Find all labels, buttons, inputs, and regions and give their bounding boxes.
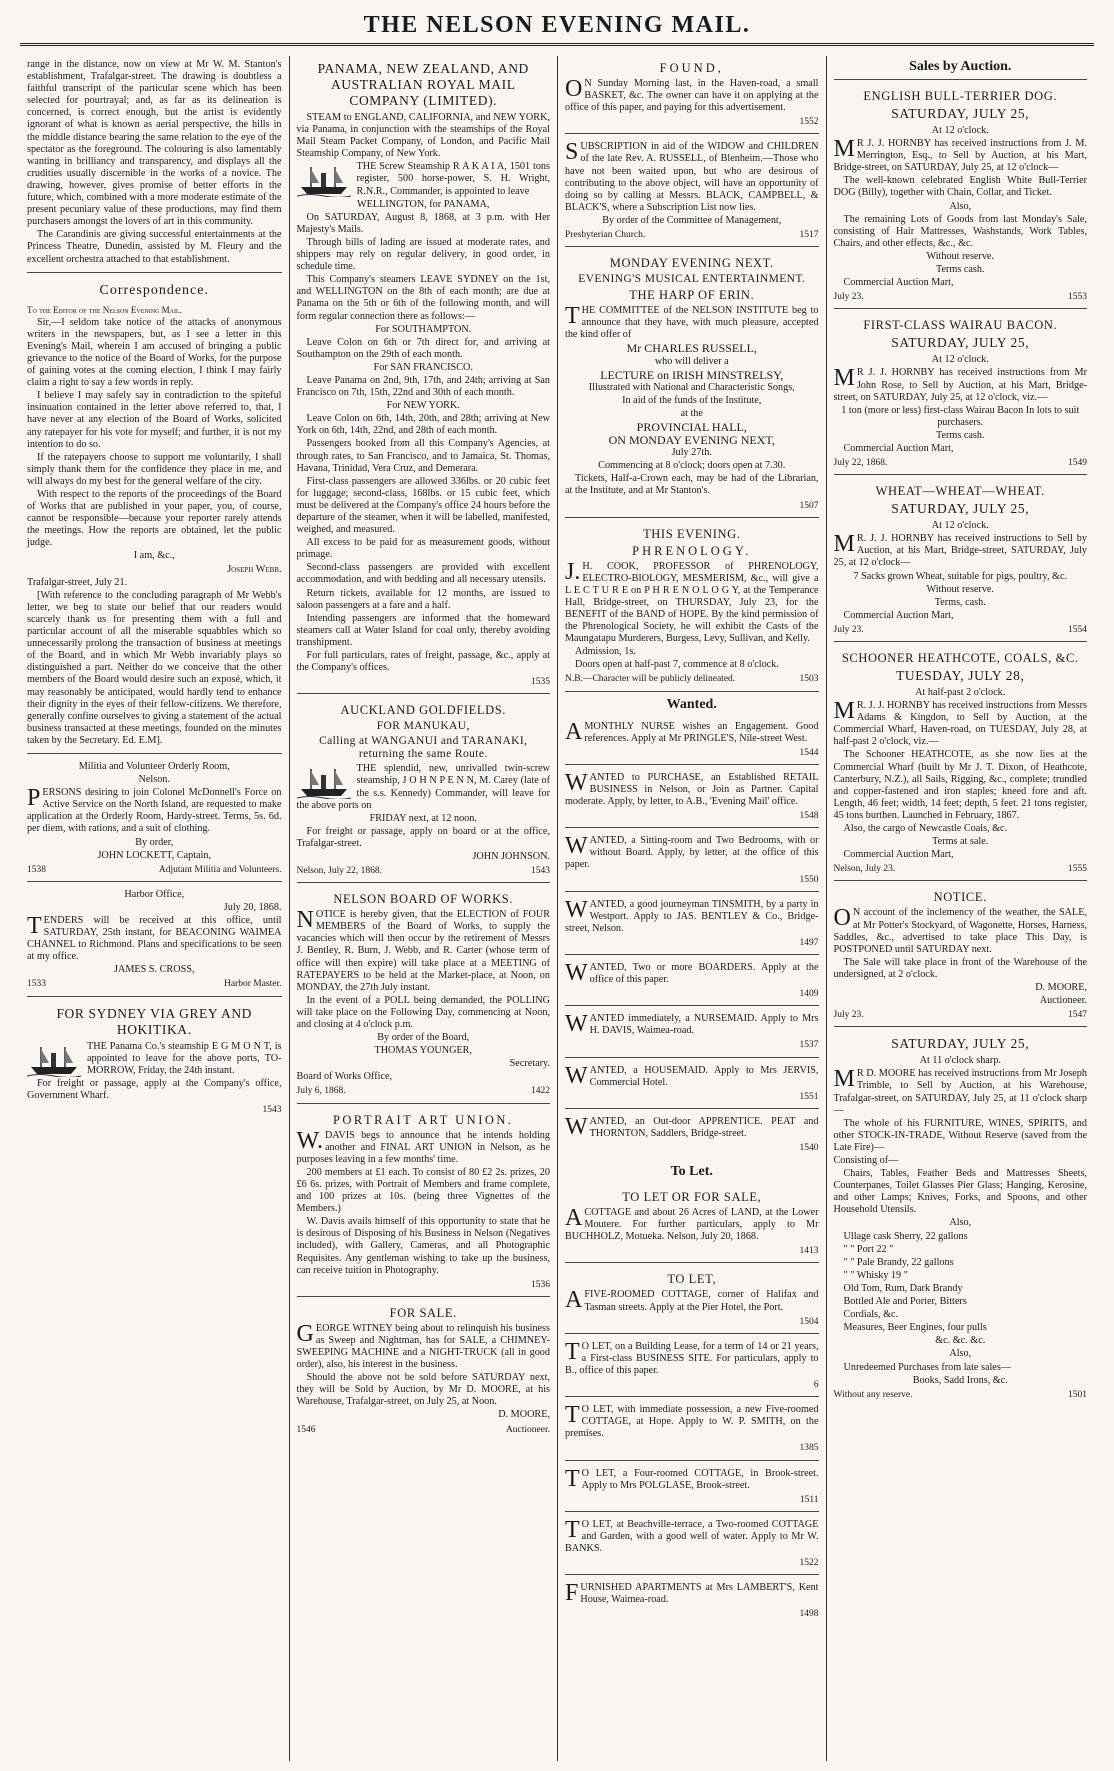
- moore-line: Bottled Ale and Porter, Bitters: [843, 1296, 967, 1308]
- to-let-ad: [565, 1267, 819, 1333]
- schooner-date: TUESDAY, JULY 28,: [896, 668, 1025, 683]
- schooner-mdate: Nelson, July 23.: [833, 864, 896, 875]
- moore-line: Old Tom, Rum, Dark Brandy: [843, 1282, 963, 1294]
- schooner-terms: Terms at sale.: [932, 836, 989, 848]
- panama-route-ny: For NEW YORK.: [386, 400, 460, 412]
- bull-date: SATURDAY, JULY 25,: [891, 106, 1030, 121]
- ad-footer: [297, 1424, 551, 1436]
- wanted-item: [565, 769, 819, 828]
- panama-intro: STEAM to ENGLAND, CALIFORNIA, and NEW YORK, via Panama, in conjunction with the steamships of the Royal Mail Steam Packet Company, of London, and Pacific Mail Steamship Company, of New York.: [296, 112, 550, 160]
- monday-aid: In aid of the funds of the Institute,: [622, 394, 762, 406]
- sydney-body: THE Panama Co.'s steamship E G M O N T, is appointed to leave for the above ports, TO-MORROW, Friday, the 24th instant.: [87, 1040, 282, 1076]
- bacon-title: FIRST-CLASS WAIRAU BACON.: [863, 318, 1058, 333]
- to-let-title: To Let.: [670, 1164, 713, 1180]
- to-let-text: TO LET, a Four-roomed COTTAGE, in Brook-street. Apply to Mrs POLGLASE, Brook-street.: [565, 1465, 819, 1492]
- wanted-text: WANTED, a HOUSEMAID. Apply to Mrs JERVIS, Commercial Hotel.: [565, 1062, 819, 1089]
- ad-number: 1536: [531, 1279, 550, 1290]
- ad-number: 1553: [1068, 292, 1087, 303]
- harbor-notice: [27, 886, 282, 997]
- ad-footer: [565, 1245, 819, 1257]
- phrenology-sub: PHRENOLOGY.: [632, 543, 752, 558]
- schooner-mart: Commercial Auction Mart,: [843, 849, 954, 861]
- ad-number: 1413: [799, 1246, 819, 1257]
- panama-p6: Second-class passengers are provided with excellent accommodation, and with bedding and all necessary utensils.: [296, 562, 550, 586]
- to-let-ad-body: AFIVE-ROOMED COTTAGE, corner of Halifax and Tasman streets. Apply at the Pier Hotel, the Port.: [565, 1287, 819, 1314]
- art-union-title: PORTRAIT ART UNION.: [332, 1112, 514, 1127]
- auckland-place: Nelson, July 22, 1868.: [296, 866, 382, 877]
- ad-footer: [565, 500, 819, 512]
- wheat-date: SATURDAY, JULY 25,: [891, 501, 1030, 517]
- wanted-list: [565, 718, 819, 1160]
- wanted-item: [565, 1062, 819, 1109]
- harbor-body: TENDERS will be received at this office, until SATURDAY, 25th instant, for BEACONING WAIMEA CHANNEL to Richmond. Plans and specifications to be seen at my office.: [27, 913, 282, 963]
- ad-footer: [565, 988, 819, 1000]
- board-body: NOTICE is hereby given, that the ELECTION of FOUR MEMBERS of the Board of Works, to supply the vacancies which will then occur by the retirement of Messrs J. Bentley, R. Burn, J. Webb, and R. Carter (whose term of office will then expire) will take place at a MEETING of RATEPAYERS to be held at the Market-place, at Noon, on MONDAY, the 27th July instant.: [296, 907, 550, 993]
- ad-number: 1543: [531, 866, 550, 877]
- phrenology-ad: [565, 522, 819, 692]
- panama-date: On SATURDAY, August 8, 1868, at 3 p.m. with Her Majesty's Mails.: [296, 211, 550, 235]
- ad-number: 1555: [1068, 864, 1087, 875]
- column-1: [20, 56, 289, 1761]
- ad-footer: [565, 1039, 819, 1051]
- column-4: [826, 56, 1095, 1761]
- for-sale-title: FOR SALE.: [389, 1305, 457, 1320]
- ad-footer: [565, 747, 819, 759]
- ad-number: 1551: [799, 1091, 819, 1102]
- bull-terrier-auction: [834, 84, 1088, 309]
- art-union-body2: 200 members at £1 each. To consist of 80 £2 2s. prizes, 20 £6 6s. prizes, with Portrait of Members and frame complete, and 100 prizes at 10s. (being three Vignettes of the Members.): [296, 1166, 550, 1215]
- board-of-works-ad: [297, 887, 551, 1103]
- ad-footer: [297, 676, 551, 688]
- monday-when: ON MONDAY EVENING NEXT,: [608, 433, 775, 448]
- auckland-body2: For freight or passage, apply on board or at the office, Trafalgar-street.: [296, 825, 550, 849]
- letter-place: Trafalgar-street, July 21.: [27, 576, 128, 588]
- ad-number: 6: [813, 1380, 819, 1391]
- phrenology-body: J.H. COOK, PROFESSOR of PHRENOLOGY, ELECTRO-BIOLOGY, MESMERISM, &c., will give a L E C T U R E on P H R E N O L O G Y, at the Temperance Hall, Bridge-street, on THURSDAY, July 23, for the BENEFIT of the BAND of HOPE. By the kind permission of the Phrenological Society, he will exhibit the Casts of the Maungatapu Murderers, Burgess, Levy, Sullivan, and Kelly.: [565, 558, 819, 645]
- panama-p9: For full particulars, rates of freight, passage, &c., apply at the Company's offices.: [296, 650, 550, 674]
- panama-route-southampton: For SOUTHAMPTON.: [375, 323, 472, 335]
- moore-reserve: Without any reserve.: [833, 1389, 913, 1400]
- harbor-date: July 20, 1868.: [223, 901, 282, 913]
- wheat-title: WHEAT—WHEAT—WHEAT.: [875, 484, 1045, 499]
- moore-line: " " Port 22 ": [843, 1243, 894, 1255]
- bull-mart: Commercial Auction Mart,: [843, 277, 954, 289]
- moore-line: Cordials, &c.: [843, 1309, 899, 1321]
- bacon-auction: [834, 313, 1088, 475]
- panama-p3: Passengers booked from all this Company's Agencies, at through rates, to San Francisco, and to Jamaica, St. Thomas, Havana, Trinidad, Vera Cruz, and Demerara.: [296, 438, 550, 474]
- ad-number: 1507: [799, 500, 819, 511]
- subscription-body: SUBSCRIPTION in aid of the WIDOW and CHILDREN of the late Rev. A. RUSSELL, of Blenheim.—Those who have not been waited upon, but who are desirous of contributing to the above object, will have an opportunity of doing so by calling at Messrs. BLACK, CAMPBELL, & BLACK'S, where a Subscription List now lies.: [565, 139, 819, 213]
- moore-list: Chairs, Tables, Feather Beds and Mattresses Sheets, Counterpanes, Toilet Glasses Pier Glass; Hanging, Kerosine, and other Lamps; Knives, Forks, and Spoons, and other Household Utensils.: [833, 1168, 1087, 1216]
- panama-p5: All excess to be paid for as measurement goods, without primage.: [296, 537, 550, 561]
- monday-hall: PROVINCIAL HALL,: [636, 419, 747, 434]
- panama-ship: THE Screw Steamship R A K A I A, 1501 tons register, 500 horse-power, S. H. Wright, R.N.R., Commander, is appointed to leave: [356, 161, 550, 197]
- ad-footer: [834, 457, 1088, 469]
- letter-paragraph: I believe I may safely say in contradiction to the spiteful insinuation contained in the letter above referred to, that, I have never at any election of the Board of Works, solicited any ratepayer for his vote for myself; and further, it is not my intention to do so.: [27, 390, 282, 450]
- board-sig-title: Secretary.: [509, 1058, 550, 1070]
- steamship-icon: [297, 765, 351, 799]
- moore-line: Unredeemed Purchases from late sales—: [843, 1361, 1011, 1373]
- ad-footer: [565, 116, 819, 128]
- wheat-terms: Terms, cash.: [934, 596, 986, 608]
- ad-footer: [565, 1316, 819, 1328]
- moore-line: Ullage cask Sherry, 22 gallons: [843, 1230, 968, 1242]
- bacon-body: MR J. J. HORNBY has received instructions from Mr John Rose, to Sell by Auction, at his Mart, Bridge-street, on SATURDAY, July 25, at 12 o'clock, viz.—: [833, 365, 1087, 403]
- wanted-item: [565, 959, 819, 1006]
- wanted-item: [565, 1010, 819, 1057]
- letter-close: I am, &c.,: [133, 550, 175, 562]
- to-let-item: [565, 1465, 819, 1512]
- ad-number: 1544: [799, 747, 819, 758]
- monday-sub2: THE HARP OF ERIN.: [629, 288, 755, 303]
- ad-number: 1498: [799, 1609, 819, 1620]
- ad-footer: [834, 1009, 1088, 1021]
- panama-route-sf: For SAN FRANCISCO.: [373, 361, 473, 373]
- militia-sig-title: Adjutant Militia and Volunteers.: [158, 864, 282, 875]
- schooner-time: At half-past 2 o'clock.: [915, 687, 1006, 698]
- ad-footer: [297, 865, 551, 877]
- wanted-item: [565, 718, 819, 765]
- ad-number: 1497: [799, 937, 819, 948]
- monday-will: who will deliver a: [654, 355, 729, 367]
- bacon-date: SATURDAY, JULY 25,: [891, 335, 1030, 351]
- panama-route-ny-body: Leave Colon on 6th, 14th, 20th, and 28th; arriving at New York on 6th, 14th, 22nd, and 28th of each month.: [296, 413, 550, 437]
- ad-number: 1548: [799, 811, 819, 822]
- moore-also2: Also,: [949, 1348, 972, 1360]
- found-ad: [565, 56, 819, 134]
- art-union-body3: W. Davis avails himself of this opportunity to state that he is desirous of Disposing of his Business in Nelson (Negatives included), with Gallery, Cameras, and all Photographic Requisites. Any gentleman wishing to take up the business, can receive tuition in Photography.: [296, 1216, 550, 1276]
- wanted-text: WANTED to PURCHASE, an Established RETAIL BUSINESS in Nelson, or Join as Partner. Capital moderate. Apply, by letter, to A.B., 'Evening Mail' office.: [565, 769, 819, 808]
- bacon-mdate: July 22, 1868.: [833, 458, 888, 469]
- board-place: Board of Works Office,: [296, 1071, 393, 1083]
- ad-number: 1538: [27, 864, 46, 875]
- furniture-auction: [834, 1031, 1088, 1406]
- moore-item: The whole of his FURNITURE, WINES, SPIRITS, and other STOCK-IN-TRADE, Without Reserve (saved from the Late Fire)—: [833, 1117, 1087, 1153]
- schooner-also: Also, the cargo of Newcastle Coals, &c.: [843, 823, 1008, 835]
- bull-mdate: July 23.: [833, 292, 864, 303]
- ad-footer: [565, 1494, 819, 1506]
- subscription-ad: [565, 138, 819, 247]
- found-title: FOUND,: [659, 61, 724, 75]
- to-let-text: TO LET, on a Building Lease, for a term of 14 or 21 years, a First-class BUSINESS SITE. For particulars, apply to B., office of this paper.: [565, 1338, 819, 1376]
- monday-sub1: EVENING'S MUSICAL ENTERTAINMENT.: [578, 273, 806, 286]
- bull-item: The well-known celebrated English White Bull-Terrier DOG (Billy), together with Chain, Collar, and Ticket.: [833, 175, 1087, 199]
- panama-ad: [297, 56, 551, 694]
- bacon-time: At 12 o'clock.: [931, 354, 989, 366]
- moore-date: SATURDAY, JULY 25,: [891, 1036, 1030, 1052]
- to-let-sale-title: TO LET OR FOR SALE,: [622, 1190, 762, 1205]
- moore-time: At 11 o'clock sharp.: [919, 1055, 1001, 1067]
- subscription-org: Presbyterian Church.: [565, 230, 646, 241]
- moore-line: Books, Sadd Irons, &c.: [912, 1374, 1008, 1386]
- ad-number: 1409: [799, 989, 819, 1000]
- ad-number: 1549: [1068, 458, 1087, 469]
- ad-number: 1554: [1068, 624, 1087, 635]
- masthead-rule: [20, 43, 1094, 46]
- bull-body: MR J. J. HORNBY has received instructions from J. M. Merrington, Esq., to Sell by Auction, at his Mart, Bridge-street, on SATURDAY, July 25, at 12 o'clock—: [833, 136, 1087, 174]
- militia-by: By order,: [135, 836, 174, 848]
- monday-illus: Illustrated with National and Characteristic Songs,: [588, 381, 795, 393]
- militia-head-place: Nelson.: [138, 774, 170, 786]
- column-3: [557, 56, 826, 1761]
- ad-number: 1503: [799, 674, 819, 685]
- panama-p4: First-class passengers are allowed 336lbs. or 20 cubic feet for luggage; second-class, 168lbs. or 15 cubic feet, which must be delivered at the Company's office 24 hours before the departure of the steamer, when it will be labelled, manifested, weighed, and measured.: [296, 475, 550, 536]
- review-paragraph: range in the distance, now on view at Mr W. M. Stanton's establishment, Trafalgar-street. The drawing is doubtless a faithful transcript of the particular scene which has been selected for pourtrayal; and, as far as its delineation is concerned, is correct enough, but the artist is evidently ignorant of what is known as aerial perspective, the hills in the middle distance bearing the same relation to the eye of the spectator as the foreground. The colouring is also lamentably wanting in brilliancy and transparency, and displays all the crudities usually discernible in the works of a novice. The drawing, however, gives promise of better efforts in the future, which, combined with a more moderate estimate of the present pecuniary value of these productions, may find them purchasers amongst the lovers of art in this community.: [27, 59, 282, 228]
- monday-tickets: Tickets, Half-a-Crown each, may be had of the Librarian, at the Institute, and at Mr Stanton's.: [565, 473, 819, 497]
- wanted-item: [565, 1113, 819, 1159]
- monday-lecture: LECTURE on IRISH MINSTRELSY,: [600, 367, 784, 382]
- monday-date: July 27th.: [671, 447, 712, 459]
- correspondence: [27, 277, 282, 754]
- letter-paragraph: Sir,—I seldom take notice of the attacks of anonymous writers in the newspapers, but, as I see a letter in this Evening's Mail, wherein I am accused of bringing a public grievance to the notice of the Board of Works, for the purpose of gaining votes at the coming election, I think I may fairly claim a right to say a few words in reply.: [27, 316, 282, 389]
- wanted-text: WANTED immediately, a NURSEMAID. Apply to Mrs H. DAVIS, Waimea-road.: [565, 1011, 819, 1038]
- subscription-by: By order of the Committee of Management,: [602, 214, 782, 226]
- auckland-title: AUCKLAND GOLDFIELDS.: [340, 703, 506, 718]
- review-paragraph: The Carandinis are giving successful entertainments at the Princess Theatre, Dunedin, assisted by M. Fleury and the excellent orchestra attached to that establishment.: [27, 229, 282, 265]
- to-let-item: [565, 1579, 819, 1625]
- notice-body2: The Sale will take place in front of the Warehouse of the undersigned, at 2 o'clock.: [833, 956, 1087, 980]
- art-union-body: W.DAVIS begs to announce that he intends holding another and FINAL ART UNION in Nelson, as he purposes leaving in a few months' time.: [296, 1127, 550, 1165]
- sydney-ad: [27, 1001, 282, 1122]
- wheat-item: 7 Sacks grown Wheat, suitable for pigs, poultry, &c.: [853, 570, 1068, 582]
- to-let-text: FURNISHED APARTMENTS at Mrs LAMBERT'S, Kent House, Waimea-road.: [565, 1580, 819, 1607]
- militia-head: Militia and Volunteer Orderly Room,: [78, 760, 230, 772]
- panama-p1: Through bills of lading are issued at moderate rates, and shippers may rely on regular delivery, in good order, in schedule time.: [296, 236, 550, 273]
- board-by: By order of the Board,: [377, 1032, 470, 1044]
- bull-item2: The remaining Lots of Goods from last Monday's Sale, consisting of Hair Mattresses, Washstands, Work Tables, Chairs, and other effects, &c., &c.: [833, 213, 1087, 249]
- auckland-sub1: FOR MANUKAU,: [376, 720, 470, 733]
- ad-footer: [565, 937, 819, 949]
- letter-paragraph: If the ratepayers choose to support me voluntarily, I shall simply thank them for the confidence they place in me, and will always do my best for the general welfare of the city.: [27, 451, 282, 487]
- notice-sig-title: Auctioneer.: [1039, 995, 1087, 1007]
- ad-number: 1522: [799, 1558, 819, 1569]
- newspaper-title: THE NELSON EVENING MAIL.: [363, 12, 751, 38]
- ad-number: 1543: [262, 1105, 282, 1116]
- ad-footer: [834, 1389, 1088, 1401]
- schooner-auction: [834, 646, 1088, 881]
- bull-reserve: Without reserve.: [926, 250, 994, 262]
- militia-body: PERSONS desiring to join Colonel McDonnell's Force on Active Service on the North Island, are requested to make application at the Orderly Room, Hardy-street. Terms, 5s. 6d. per diem, with rations, and a suit of clothing.: [27, 785, 282, 835]
- board-body2: In the event of a POLL being demanded, the POLLING will take place on the Following Day, commencing at Noon, and closing at 4 o'clock p.m.: [296, 994, 550, 1030]
- ad-number: 1547: [1068, 1010, 1087, 1021]
- monday-title: MONDAY EVENING NEXT.: [609, 256, 774, 271]
- monday-name: Mr CHARLES RUSSELL,: [626, 341, 757, 356]
- masthead: [20, 10, 1094, 46]
- ad-number: 1537: [799, 1040, 819, 1051]
- for-sale-sig: D. MOORE,: [498, 1409, 550, 1421]
- steamship-icon: [27, 1043, 81, 1077]
- ad-number: 1535: [531, 677, 550, 688]
- harbor-head: Harbor Office,: [124, 888, 185, 900]
- wheat-reserve: Without reserve.: [926, 583, 994, 595]
- panama-p8: Intending passengers are informed that the homeward steamers call at Water Island for coal only, thereby avoiding transhipment.: [296, 612, 550, 648]
- militia-sig: JOHN LOCKETT, Captain,: [97, 849, 212, 861]
- to-let-text: TO LET, with immediate possession, a new Five-roomed COTTAGE, at Hope. Apply to W. P. SMITH, on the premises.: [565, 1402, 819, 1440]
- militia-notice: [27, 758, 282, 882]
- found-body: ON Sunday Morning last, in the Haven-road, a small BASKET, &c. The owner can have it on applying at the office of this paper, and paying for this advertisement.: [565, 76, 819, 114]
- ad-footer: [27, 1104, 282, 1116]
- wheat-body: MR. J. J. HORNBY has received instructions to Sell by Auction, at his Mart, Bridge-street, SATURDAY, July 25, at 12 o'clock—: [833, 531, 1087, 569]
- ad-footer: [834, 624, 1088, 636]
- board-sig: THOMAS YOUNGER,: [374, 1045, 473, 1057]
- schooner-item: The Schooner HEATHCOTE, as she now lies at the Commercial Wharf (built by Mr J. T. Dixon, of Heathcote, Canterbury, N.Z.), all Sails, Rigging, &c., complete; trundled and copper-fastened and iron staples; kneed fore and aft. Length, 46 feet; width, 14 feet; depth, 5 feet. 21 tons register, 45 tons burthen. Launched in February, 1867.: [833, 749, 1087, 821]
- board-title: NELSON BOARD OF WORKS.: [333, 892, 514, 907]
- ad-number: 1422: [531, 1086, 550, 1097]
- ad-footer: [834, 863, 1088, 875]
- moore-also: Also,: [949, 1217, 972, 1229]
- correspondence-to: To the Editor of the Nelson Evening Mail.: [27, 304, 182, 315]
- ad-number: 1540: [799, 1143, 819, 1153]
- auckland-body: THE splendid, new, unrivalled twin-screw steamship, J O H N P E N N, M. Carey (late of the s.s. Kennedy) Commander, will leave for the above ports on: [296, 763, 550, 811]
- ad-number: 1546: [296, 1424, 316, 1435]
- ad-number: 1511: [799, 1494, 819, 1505]
- panama-p2: This Company's steamers LEAVE SYDNEY on the 1st, and WELLINGTON on the 8th of each month; are due at Panama on the 5th or 6th of the following month, and will form regular connection there as follows:—: [296, 274, 550, 322]
- ad-footer: [297, 1279, 551, 1291]
- auckland-date: FRIDAY next, at 12 noon.: [369, 812, 477, 824]
- ad-footer: [565, 1442, 819, 1454]
- moore-line: Measures, Beer Engines, four pulls: [843, 1322, 987, 1334]
- bacon-item: 1 ton (more or less) first-class Wairau Bacon In lots to suit purchasers.: [841, 404, 1080, 428]
- phrenology-admission: Admission, 1s.: [575, 646, 636, 658]
- auckland-sub2: Calling at WANGANUI and TARANAKI, returning the same Route.: [319, 735, 528, 761]
- wanted-text: WANTED, a Sitting-room and Two Bedrooms, with or without Board. Apply, by letter, at the office of this paper.: [565, 833, 819, 871]
- for-sale-sig-title: Auctioneer.: [505, 1424, 550, 1435]
- notice-body: ON account of the inclemency of the weather, the SALE, at Mr Potter's Stockyard, of Wagonette, Horses, Harness, Saddles, &c., advertised to take place This Day, is POSTPONED until SATURDAY next.: [833, 905, 1087, 955]
- to-let-item: [565, 1516, 819, 1575]
- wanted-text: WANTED, Two or more BOARDERS. Apply at the office of this paper.: [565, 959, 819, 986]
- ad-footer: [565, 810, 819, 822]
- wanted-text: WANTED, an Out-door APPRENTICE. PEAT and THORNTON, Saddlers, Bridge-street.: [565, 1113, 819, 1140]
- bull-also: Also,: [949, 200, 972, 212]
- wheat-mdate: July 23.: [833, 624, 864, 635]
- ad-footer: [27, 978, 282, 990]
- to-let-sale-body: ACOTTAGE and about 26 Acres of LAND, at the Lower Moutere. For further particulars, apply to Mr BUCHHOLZ, Motueka. Nelson, July 20, 1868.: [565, 1205, 819, 1243]
- ad-footer: [565, 1608, 819, 1620]
- to-let-ad-title: TO LET,: [667, 1272, 717, 1287]
- for-sale-body: GEORGE WITNEY being about to relinquish his business as Sweep and Nightman, has for SALE, a CHIMNEY-SWEEPING MACHINE and a NIGHT-TRUCK (all in good order), also, his interest in the business.: [296, 1320, 550, 1371]
- bacon-mart: Commercial Auction Mart,: [843, 442, 954, 454]
- schooner-body: MR. J. J. HORNBY has received instructions from Messrs Adams & Kingdon, to Sell by Auction, at the Commercial Wharf, Haven-road, on TUESDAY, July 28, at half-past 2 o'clock, viz.—: [833, 698, 1087, 748]
- phrenology-doors: Doors open at half-past 7, commence at 8 o'clock.: [575, 659, 779, 671]
- bacon-terms: Terms cash.: [935, 429, 985, 441]
- ad-number: 1385: [799, 1443, 819, 1454]
- wanted-title: Wanted.: [666, 696, 717, 712]
- moore-line: " " Whisky 19 ": [843, 1269, 908, 1281]
- schooner-title: SCHOONER HEATHCOTE, COALS, &C.: [841, 651, 1079, 665]
- ad-number: 1533: [27, 979, 46, 990]
- ad-footer: [565, 229, 819, 241]
- art-union-ad: [297, 1108, 551, 1297]
- editor-note: [With reference to the concluding paragraph of Mr Webb's letter, we beg to state our belief that our readers would scarcely thank us for presenting them with a full and particular account of all the miserable squabbles which so unnecessarily prolong the transaction of business at meetings of the Board, and in which Mr Webb invariably plays so distinguished a part. Neither do we conceive that the other members of the Board would desire such an exposé, which, it may reasonably be anticipated, would hardly tend to enhance their dignity in the eyes of their fellow-citizens. We therefore, generally confine ourselves to giving a statement of the actual business transacted at these meetings, founded on the minutes taken by the Secretary. Ed. E.M].: [27, 589, 282, 746]
- wheat-time: At 12 o'clock.: [931, 520, 989, 532]
- ad-number: 1504: [799, 1316, 819, 1327]
- ad-footer: [565, 1091, 819, 1103]
- bull-time: At 12 o'clock.: [931, 125, 989, 136]
- ad-footer: [27, 864, 282, 876]
- ad-footer: [297, 1085, 551, 1097]
- moore-line: " " Pale Brandy, 22 gallons: [843, 1256, 954, 1268]
- panama-route-sf-body: Leave Panama on 2nd, 9th, 17th, and 24th; arriving at San Francisco on 7th, 15th, 22nd and 30th of each month.: [296, 374, 550, 399]
- panama-dest: WELLINGTON, for PANAMA,: [357, 198, 490, 210]
- panama-title: PANAMA, NEW ZEALAND, AND AUSTRALIAN ROYAL MAIL COMPANY (LIMITED).: [317, 61, 529, 108]
- bull-title: ENGLISH BULL-TERRIER DOG.: [863, 89, 1058, 103]
- bull-terms: Terms cash.: [935, 264, 985, 276]
- for-sale-ad: [297, 1301, 551, 1441]
- column-2: [289, 56, 558, 1761]
- ad-footer: [565, 673, 819, 685]
- ad-number: 1517: [799, 230, 819, 241]
- ad-footer: [565, 1379, 819, 1391]
- ad-footer: [565, 874, 819, 886]
- moore-body: MR D. MOORE has received instructions from Mr Joseph Trimble, to Sell by Auction, at his Warehouse, Trafalgar-street, on SATURDAY, July 25, at 11 o'clock sharp—: [833, 1066, 1087, 1116]
- notice-title: NOTICE.: [933, 890, 987, 905]
- panama-route-southampton-body: Leave Colon on 6th or 7th direct for, and arriving at Southampton on the 29th of each month.: [296, 336, 550, 360]
- wanted-text: WANTED, a good journeyman TINSMITH, by a party in Westport. Apply to JAS. BENTLEY & Co., Bridge-street, Nelson.: [565, 896, 819, 934]
- to-let-text: TO LET, at Beachville-terrace, a Two-roomed COTTAGE and Garden, with a good well of water. Apply to Mr W. BANKS.: [565, 1516, 819, 1554]
- for-sale-body2: Should the above not be sold before SATURDAY next, they will be Sold by Auction, by Mr D. MOORE, at his Warehouse, Trafalgar-street, on July 25, at Noon.: [296, 1372, 550, 1408]
- wheat-mart: Commercial Auction Mart,: [843, 609, 954, 621]
- postponement-notice: [834, 885, 1088, 1027]
- wheat-auction: [834, 479, 1088, 642]
- moore-consist: Consisting of—: [833, 1155, 899, 1166]
- steamship-icon: [297, 163, 351, 197]
- musical-entertainment-ad: [565, 251, 819, 518]
- ad-number: 1501: [1068, 1389, 1087, 1400]
- ad-footer: [834, 291, 1088, 303]
- ad-number: 1552: [799, 117, 819, 128]
- art-review: [27, 56, 282, 273]
- wanted-text: AMONTHLY NURSE wishes an Engagement. Good references. Apply at Mr PRINGLE'S, Nile-street West.: [565, 718, 819, 745]
- sydney-body2: For freight or passage, apply at the Company's office, Government Wharf.: [27, 1077, 282, 1101]
- auckland-ad: [297, 698, 551, 883]
- moore-line: &c. &c. &c.: [935, 1335, 986, 1347]
- correspondence-title: Correspondence.: [99, 282, 209, 298]
- ad-footer: [565, 1142, 819, 1154]
- sydney-title: FOR SYDNEY VIA GREY AND HOKITIKA.: [56, 1005, 253, 1037]
- wanted-item: [565, 832, 819, 891]
- to-let-or-sale-ad: [565, 1185, 819, 1263]
- phrenology-title: THIS EVENING.: [643, 526, 741, 541]
- page-columns: [20, 56, 1094, 1761]
- to-let-item: [565, 1401, 819, 1460]
- ad-number: 1550: [799, 874, 819, 885]
- harbor-sig-title: Harbor Master.: [223, 979, 282, 990]
- monday-at: at the: [680, 407, 703, 419]
- phrenology-nb: N.B.—Character will be publicly delineated.: [565, 674, 736, 685]
- letter-signature: Joseph Webb.: [227, 563, 282, 575]
- letter-paragraph: With respect to the reports of the proceedings of the Board of Works that are published in your paper, you, of course, cannot be responsible—because your reporter rarely attends the meetings. How the reports are obtained, let the public judge.: [27, 489, 282, 549]
- monday-time: Commencing at 8 o'clock; doors open at 7.30.: [598, 460, 786, 472]
- wanted-item: [565, 896, 819, 955]
- auction-section-title: Sales by Auction.: [834, 58, 1088, 80]
- board-date: July 6, 1868.: [296, 1086, 346, 1097]
- panama-p7: Return tickets, available for 12 months, are issued to saloon passengers at a fare and a half.: [296, 587, 550, 611]
- harbor-sig: JAMES S. CROSS,: [114, 964, 195, 976]
- auckland-sig: JOHN JOHNSON.: [472, 850, 550, 862]
- ad-footer: [565, 1557, 819, 1569]
- notice-mdate: July 23.: [833, 1010, 864, 1021]
- to-let-item: [565, 1338, 819, 1397]
- notice-sig: D. MOORE,: [1035, 981, 1087, 993]
- monday-body: THE COMMITTEE of the NELSON INSTITUTE beg to announce that they have, with much pleasure, accepted the kind offer of: [565, 303, 819, 341]
